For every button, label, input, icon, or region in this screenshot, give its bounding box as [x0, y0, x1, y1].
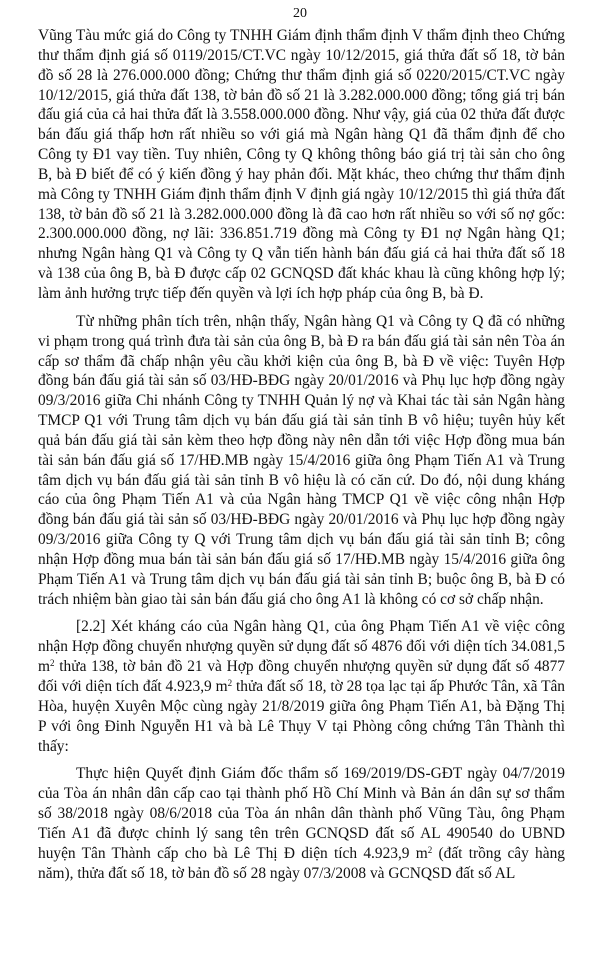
paragraph-appeal-2-2	[38, 617, 565, 756]
paragraph-analysis-conclusion: Từ những phân tích trên, nhận thấy, Ngân hàng Q1 và Công ty Q đã có những vi phạm trong quá trình đưa tài sản của ông B, bà Đ ra bán đấu giá tài sản nên Tòa án cấp sơ thẩm đã chấp nhận yêu cầu khởi kiện của ông B, bà Đ về việc: Tuyên Hợp đồng bán đấu giá tài sản số 03/HĐ-BĐG ngày 20/01/2016 và Phụ lục hợp đồng ngày 09/3/2016 giữa Chi nhánh Công ty TNHH Quản lý nợ và Khai tác tài sản Ngân hàng TMCP Q1 với Trung tâm dịch vụ bán đấu giá tài sản tỉnh B vô hiệu; tuyên hủy kết quả bán đấu giá tài sản kèm theo hợp đồng này nên dẫn tới việc Hợp đồng mua bán tài sản bán đấu giá số 17/HĐ.MB ngày 15/4/2016 giữa ông Phạm Tiến A1 và Trung tâm dịch vụ bán đấu giá tài sản tỉnh B vô hiệu là có căn cứ. Do đó, nội dung kháng cáo của ông Phạm Tiến A1 và của Ngân hàng TMCP Q1 về việc công nhận Hợp đồng bán đấu giá tài sản số 03/HĐ-BĐG ngày 20/01/2016 và Phụ lục hợp đồng ngày 09/3/2016 giữa Công ty Q với Trung tâm dịch vụ bán đấu giá tài sản tỉnh B; công nhận Hợp đồng mua bán tài sản bán đấu giá số 17/HĐ.MB ngày 15/4/2016 giữa ông Phạm Tiến A1 và Trung tâm dịch vụ bán đấu giá tài sản tỉnh B; buộc ông B, bà Đ có trách nhiệm bàn giao tài sản bán đấu giá cho ông A1 là không có cơ sở chấp nhận.	[38, 312, 565, 608]
superscript-2: 2	[427, 844, 433, 855]
paragraph-valuation: Vũng Tàu mức giá do Công ty TNHH Giám định thẩm định V thẩm định theo Chứng thư thẩm định giá số 0119/2015/CT.VC ngày 10/12/2015, giá thửa đất số 18, tờ bản đồ số 28 là 276.000.000 đồng; Chứng thư thẩm định giá số 0220/2015/CT.VC ngày 10/12/2015, giá thửa đất 138, tờ bản đồ số 21 là 3.282.000.000 đồng; tổng giá trị bán đấu giá của cả hai thửa đất là 3.558.000.000 đồng. Như vậy, giá của 02 thửa đất được bán đấu giá thấp hơn rất nhiều so với giá mà Ngân hàng Q1 đã thẩm định để cho Công ty Đ1 vay tiền. Tuy nhiên, Công ty Q không thông báo giá trị tài sản cho ông B, bà Đ biết để có ý kiến đồng ý hay phản đối. Mặt khác, theo chứng thư thẩm định mà Công ty TNHH Giám định thẩm định V định giá ngày 10/12/2015 thì giá thửa đất 138, tờ bản đồ số 21 là 3.282.000.000 đồng là đã cao hơn rất nhiều so với số nợ gốc: 2.300.000.000 đồng, nợ lãi: 336.851.719 đồng mà Công ty Đ1 nợ Ngân hàng Q1; nhưng Ngân hàng Q1 và Công ty Q vẫn tiến hành bán đấu giá cả hai thửa đất số 18 và 138 của ông B, bà Đ được cấp 02 GCNQSD đất khác khau là cũng không hợp lý; làm ảnh hưởng trực tiếp đến quyền và lợi ích hợp pháp của ông B, bà Đ.	[38, 27, 565, 302]
paragraph-appeal-text-3: thửa đất số 18, tờ 28 tọa lạc tại ấp Phước Tân, xã Tân Hòa, huyện Xuyên Mộc cùng ngày 21/8/2019 giữa ông Phạm Tiến A1, bà Đặng Thị P với ông Đinh Nguyễn H1 và bà Lê Thụy V tại Phòng công chứng Tân Thành thì thấy:	[38, 678, 565, 755]
superscript-2: 2	[49, 658, 55, 669]
paragraph-cassation-decision	[38, 764, 565, 883]
paragraph-cassation-text-1: Thực hiện Quyết định Giám đốc thẩm số 169/2019/DS-GĐT ngày 04/7/2019 của Tòa án nhân dân cấp cao tại thành phố Hồ Chí Minh và Bản án dân sự sơ thẩm số 38/2018 ngày 08/6/2018 của Tòa án nhân dân thành phố Vũng Tàu, ông Phạm Tiến A1 đã được chỉnh lý sang tên trên GCNQSD đất số AL 490540 do UBND huyện Tân Thành cấp cho bà Lê Thị Đ diện tích 4.923,9 m	[38, 765, 565, 862]
page-number: 20	[293, 6, 307, 21]
paragraph-cassation-text-2: (đất trồng cây hàng năm), thửa đất số 18, tờ bản đồ số 28 ngày 07/3/2008 và GCNQSD đất số AL	[38, 844, 565, 882]
paragraph-appeal-text-2: thửa 138, tờ bản đồ 21 và Hợp đồng chuyển nhượng quyền sử dụng đất số 4877 đối với diện tích đất 4.923,9 m	[38, 658, 565, 695]
document-body	[38, 26, 565, 883]
paragraph-appeal-text-1: [2.2] Xét kháng cáo của Ngân hàng Q1, của ông Phạm Tiến A1 về việc công nhận Hợp đồng chuyển nhượng quyền sử dụng đất số 4876 đối với diện tích 34.081,5 m	[38, 618, 565, 676]
superscript-2: 2	[227, 678, 233, 688]
